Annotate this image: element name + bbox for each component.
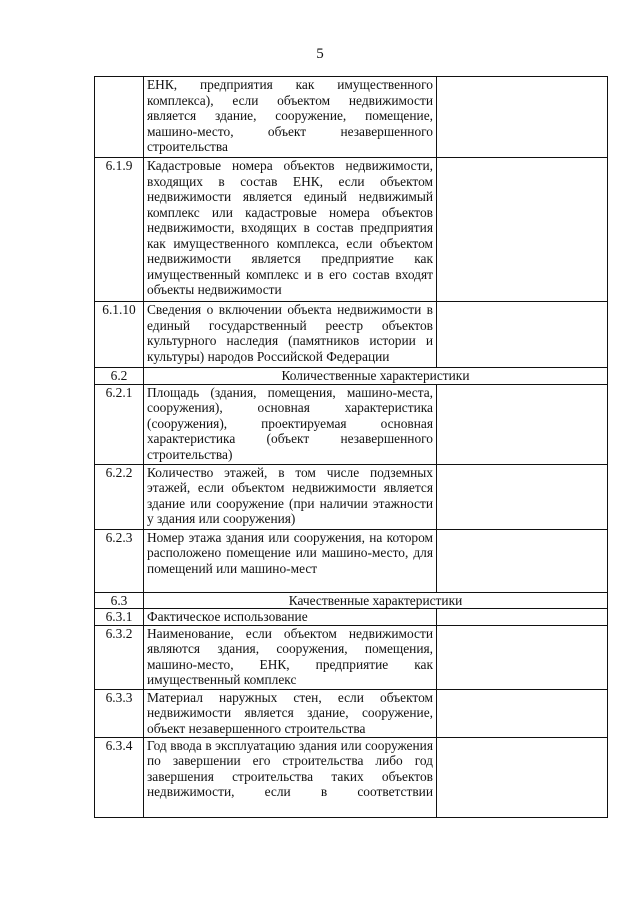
- table-row: [95, 158, 608, 302]
- table-body: [95, 77, 608, 818]
- section-heading-row: [95, 592, 608, 609]
- row-value-cell: [437, 737, 608, 817]
- document-table: [94, 76, 608, 818]
- row-value-cell: [437, 609, 608, 626]
- row-description: ЕНК, предприятия как имущественного комплекса), если объектом недвижимости является здание, сооружение, помещение, машино-место, объект незавершенного строительства: [144, 77, 437, 158]
- page-number: 5: [316, 46, 324, 62]
- table-row: [95, 689, 608, 737]
- section-heading-row: [95, 368, 608, 385]
- table-row: [95, 384, 608, 464]
- row-number: 6.1.10: [95, 302, 144, 368]
- table-row: [95, 625, 608, 689]
- row-number: [95, 77, 144, 158]
- row-value-cell: [437, 384, 608, 464]
- row-value-cell: [437, 625, 608, 689]
- table-row: [95, 302, 608, 368]
- row-description: Номер этажа здания или сооружения, на котором расположено помещение или машино-место, для помещений или машино-мест: [144, 529, 437, 592]
- row-description: Фактическое использование: [144, 609, 437, 626]
- row-description: Количество этажей, в том числе подземных этажей, если объектом недвижимости является здание или сооружение (при наличии этажности у здания или сооружения): [144, 464, 437, 529]
- row-number: 6.3.2: [95, 625, 144, 689]
- row-number: 6.3.4: [95, 737, 144, 817]
- row-value-cell: [437, 529, 608, 592]
- section-heading: Количественные характеристики: [144, 368, 608, 385]
- row-value-cell: [437, 158, 608, 302]
- row-number: 6.3.1: [95, 609, 144, 626]
- row-number: 6.3.3: [95, 689, 144, 737]
- section-heading: Качественные характеристики: [144, 592, 608, 609]
- table-row: [95, 609, 608, 626]
- table-row: [95, 529, 608, 592]
- row-description: Сведения о включении объекта недвижимости в единый государственный реестр объектов культурного наследия (памятников истории и культуры) народов Российской Федерации: [144, 302, 437, 368]
- row-description: Год ввода в эксплуатацию здания или сооружения по завершении его строительства либо год завершения строительства таких объектов недвижимости, если в соответствии: [144, 737, 437, 817]
- row-number: 6.1.9: [95, 158, 144, 302]
- row-number: 6.2: [95, 368, 144, 385]
- table-row: [95, 77, 608, 158]
- row-number: 6.2.1: [95, 384, 144, 464]
- row-description: Наименование, если объектом недвижимости являются здания, сооружения, помещения, машино-место, ЕНК, предприятие как имущественный комплекс: [144, 625, 437, 689]
- table-row: [95, 737, 608, 817]
- row-value-cell: [437, 77, 608, 158]
- table-row: [95, 464, 608, 529]
- row-description: Кадастровые номера объектов недвижимости, входящих в состав ЕНК, если объектом недвижимости является единый недвижимый комплекс или кадастровые номера объектов недвижимости, входящих в состав предприятия как имущественного комплекса, если объектом недвижимости является предприятие как имущественный комплекс и в его состав входят объекты недвижимости: [144, 158, 437, 302]
- row-value-cell: [437, 302, 608, 368]
- row-number: 6.2.3: [95, 529, 144, 592]
- row-number: 6.2.2: [95, 464, 144, 529]
- row-description: Материал наружных стен, если объектом недвижимости является здание, сооружение, объект незавершенного строительства: [144, 689, 437, 737]
- row-value-cell: [437, 464, 608, 529]
- row-number: 6.3: [95, 592, 144, 609]
- row-value-cell: [437, 689, 608, 737]
- row-description: Площадь (здания, помещения, машино-места, сооружения), основная характеристика (сооружения), проектируемая основная характеристика (объект незавершенного строительства): [144, 384, 437, 464]
